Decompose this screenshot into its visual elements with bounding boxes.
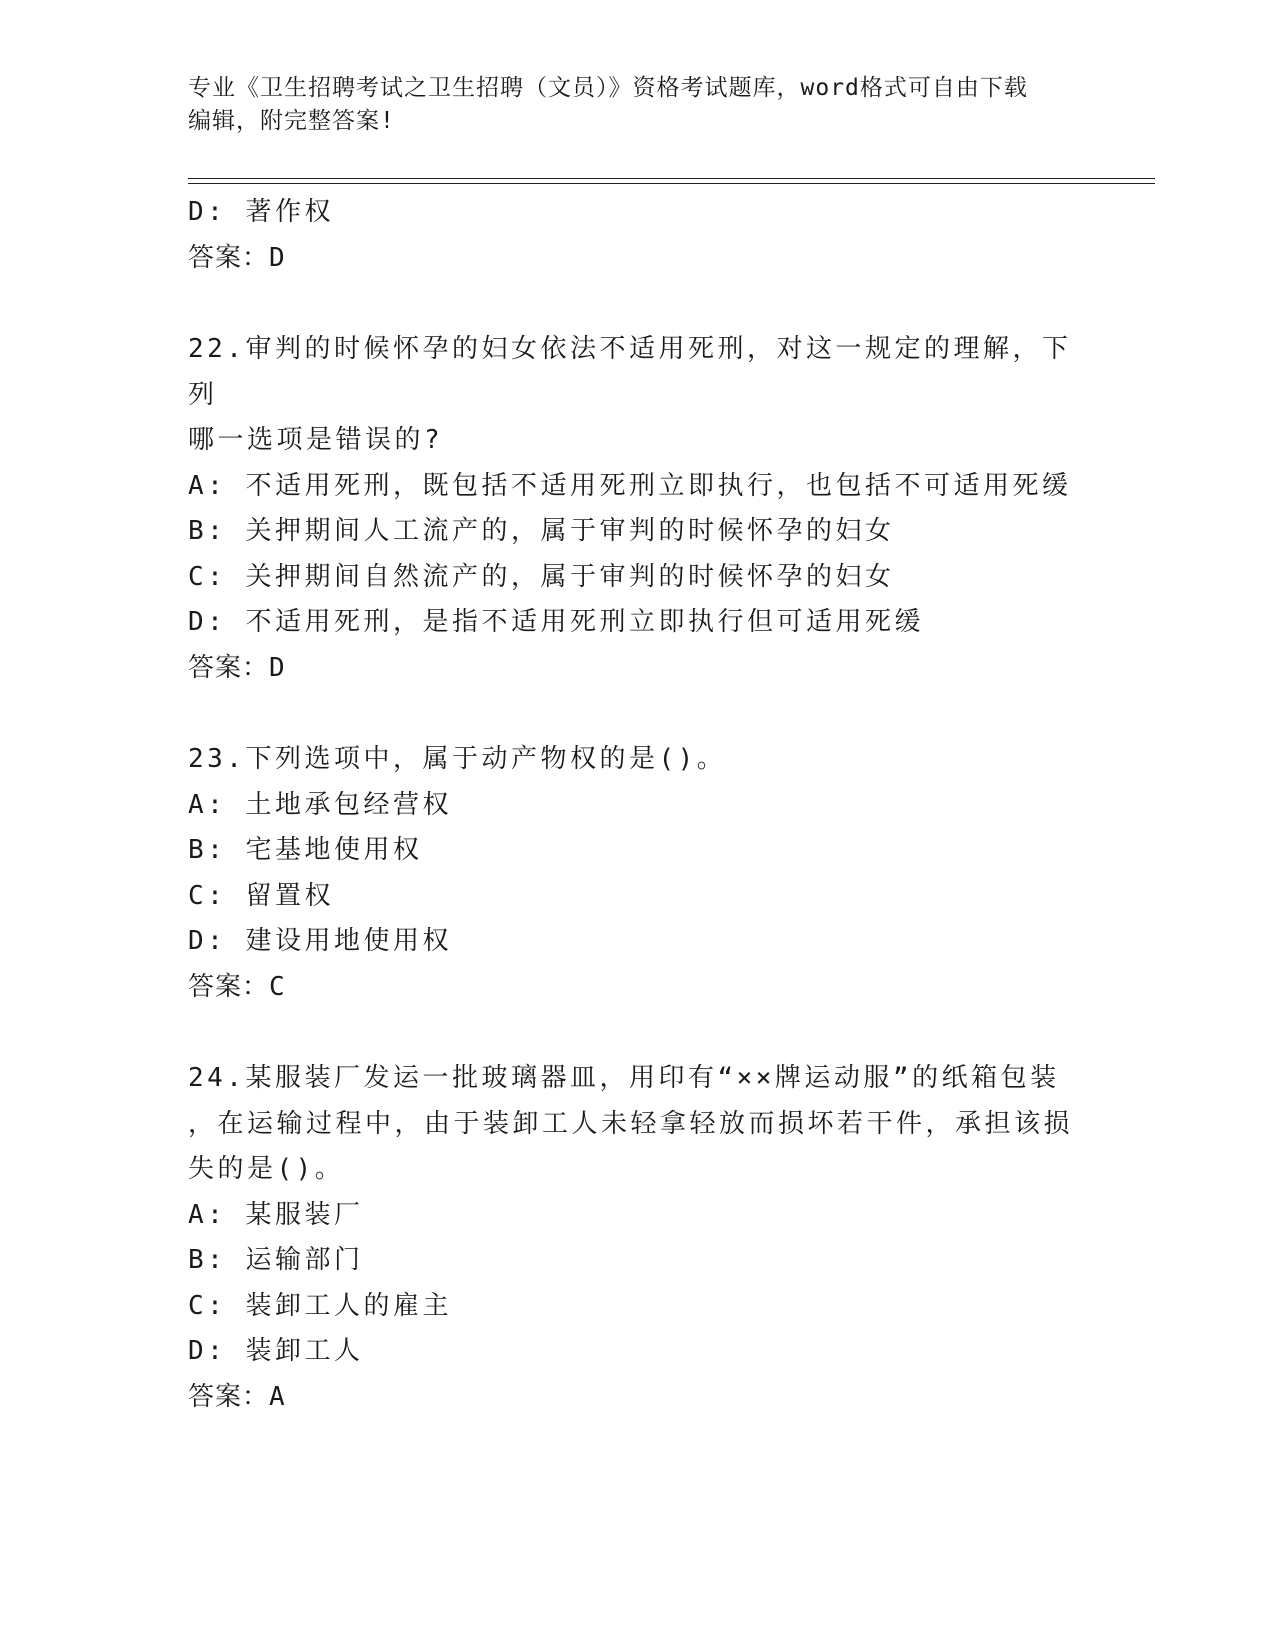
answer-value: D (269, 242, 286, 273)
question-text-line: 失的是()。 (188, 1154, 345, 1184)
answer-label: 答案： (188, 242, 270, 273)
answer-label: 答案： (188, 1381, 270, 1412)
header-line-2: 编辑，附完整答案! (188, 108, 395, 134)
option-b: B: 运输部门 (188, 1245, 364, 1275)
option-d: D: 装卸工人 (188, 1336, 364, 1366)
question-23 (188, 737, 1088, 1010)
answer-line (188, 965, 1088, 1011)
option-c: C: 关押期间自然流产的，属于审判的时候怀孕的妇女 (188, 561, 895, 592)
question-text-line: 哪一选项是错误的? (188, 425, 444, 455)
header-divider-top (188, 178, 1155, 179)
question-text-line: 23.下列选项中，属于动产物权的是()。 (188, 744, 727, 774)
header-divider-bottom (188, 183, 1155, 184)
question-text-line: ，在运输过程中，由于装卸工人未轻拿轻放而损坏若干件，承担该损 (188, 1108, 1074, 1139)
question-24 (188, 1056, 1088, 1420)
answer-label: 答案： (188, 971, 270, 1002)
option-d: D: 建设用地使用权 (188, 926, 452, 956)
option-a: A: 某服装厂 (188, 1199, 364, 1230)
answer-value: A (269, 1381, 286, 1412)
question-list (188, 190, 1088, 1420)
answer-line (188, 646, 1088, 692)
question-text-line: 22.审判的时候怀孕的妇女依法不适用死刑，对这一规定的理解，下列 (188, 334, 1072, 410)
answer-value: C (269, 971, 286, 1002)
option-c: C: 留置权 (188, 880, 334, 911)
option-d: D: 不适用死刑，是指不适用死刑立即执行但可适用死缓 (188, 607, 924, 637)
answer-line (188, 236, 1088, 282)
option-b: B: 宅基地使用权 (188, 835, 423, 865)
option-b: B: 关押期间人工流产的，属于审判的时候怀孕的妇女 (188, 516, 895, 546)
answer-label: 答案： (188, 652, 270, 683)
answer-line (188, 1375, 1088, 1421)
document-header (188, 72, 1088, 138)
option-c: C: 装卸工人的雇主 (188, 1290, 452, 1321)
option-a: A: 不适用死刑，既包括不适用死刑立即执行，也包括不可适用死缓 (188, 470, 1072, 501)
question-text-line: 24.某服装厂发运一批玻璃器皿，用印有“××牌运动服”的纸箱包装 (188, 1063, 1060, 1093)
question-22 (188, 327, 1088, 691)
option-a: A: 土地承包经营权 (188, 789, 452, 820)
header-line-1: 专业《卫生招聘考试之卫生招聘（文员）》资格考试题库，word格式可自由下载 (188, 75, 1028, 101)
option-d: D: 著作权 (188, 197, 334, 227)
answer-value: D (269, 652, 286, 683)
